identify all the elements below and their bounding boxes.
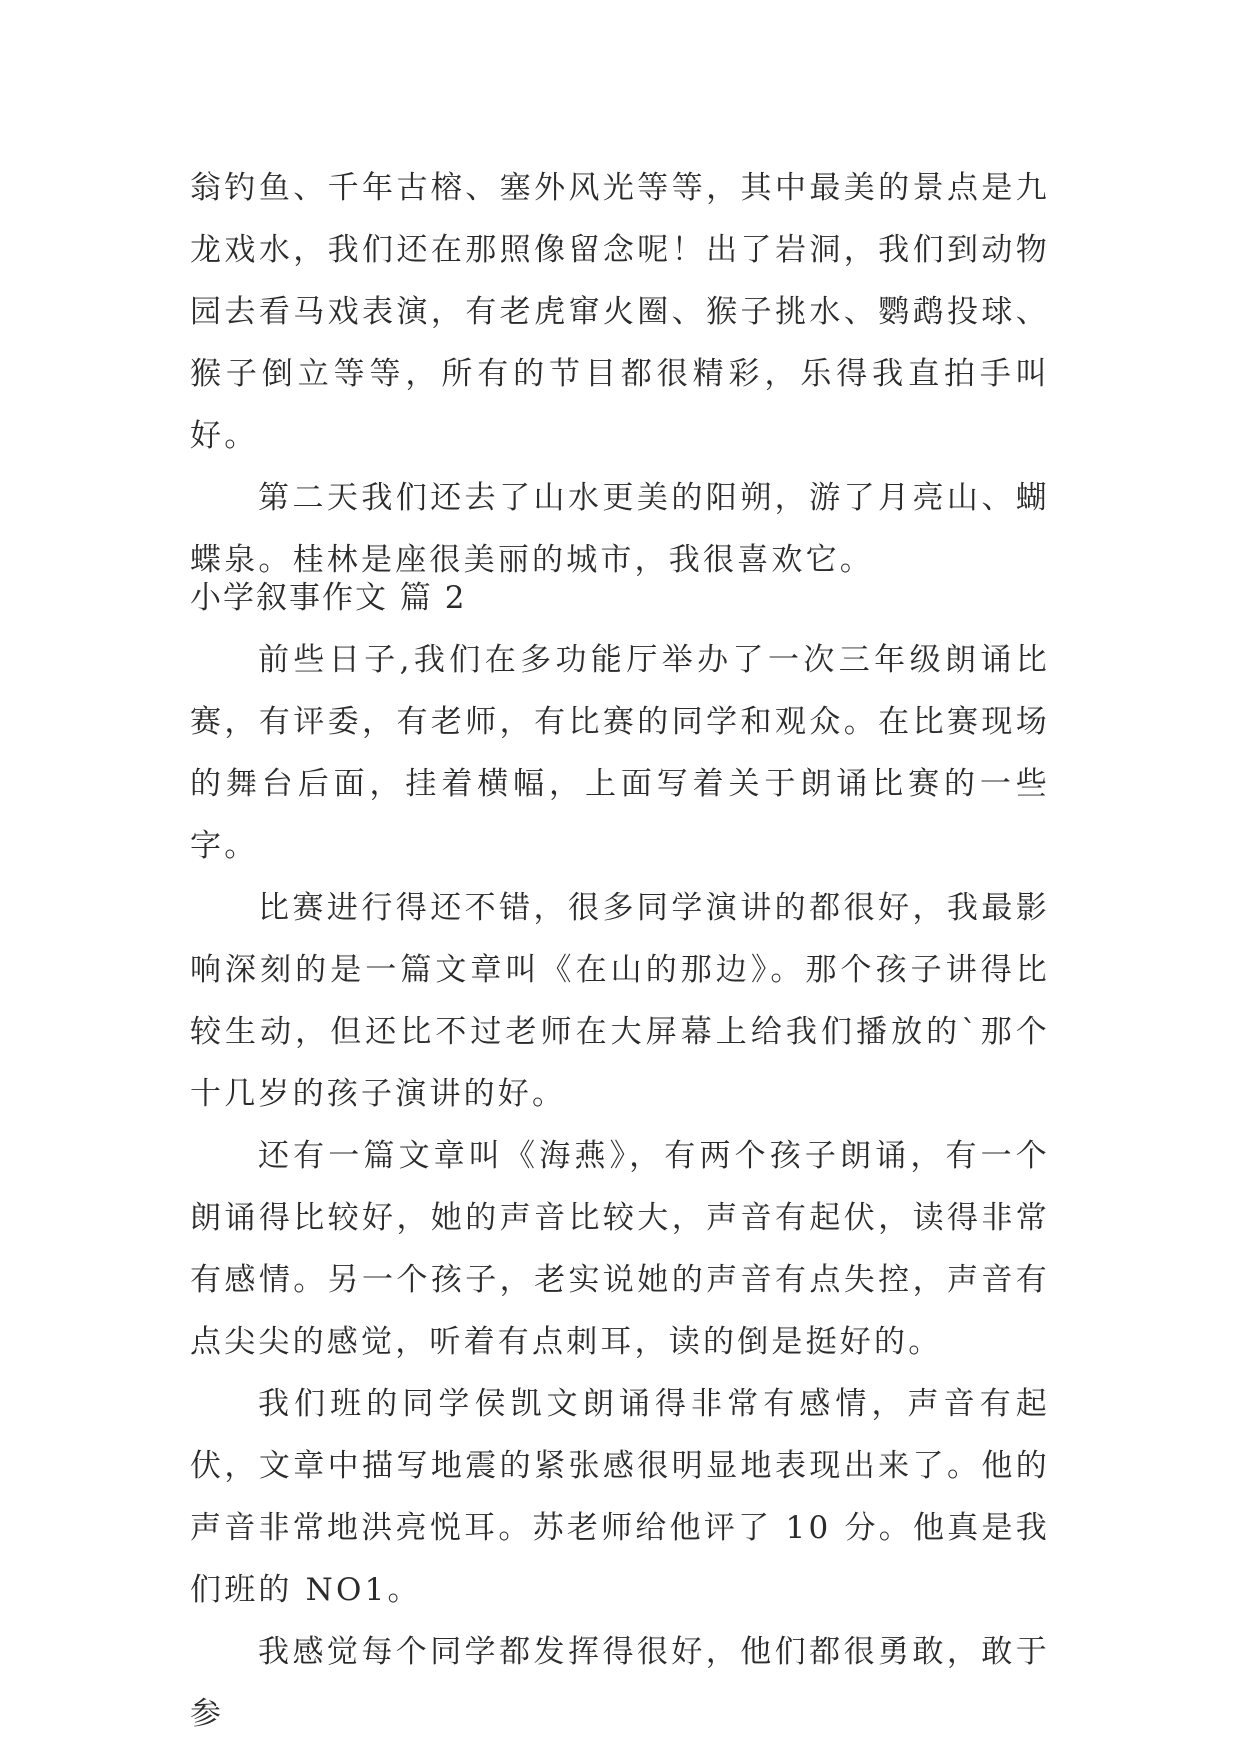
paragraph: 第二天我们还去了山水更美的阳朔，游了月亮山、蝴蝶泉。桂林是座很美丽的城市，我很喜欢它。 [190,480,1050,578]
paragraph: 还有一篇文章叫《海燕》，有两个孩子朗诵，有一个朗诵得比较好，她的声音比较大，声音有起伏，读得非常有感情。另一个孩子，老实说她的声音有点失控，声音有点尖尖的感觉，听着有点刺耳，读的倒是挺好的。 [190,1138,1050,1360]
paragraph: 比赛进行得还不错，很多同学演讲的都很好，我最影响深刻的是一篇文章叫《在山的那边》。那个孩子讲得比较生动，但还比不过老师在大屏幕上给我们播放的`那个十几岁的孩子演讲的好。 [190,890,1050,1112]
paragraph: 我们班的同学侯凯文朗诵得非常有感情，声音有起伏，文章中描写地震的紧张感很明显地表现出来了。他的声音非常地洪亮悦耳。苏老师给他评了 10 分。他真是我们班的 NO1。 [190,1386,1050,1608]
section-1 [190,157,1050,591]
paragraph: 翁钓鱼、千年古榕、塞外风光等等，其中最美的景点是九龙戏水，我们还在那照像留念呢！出了岩洞，我们到动物园去看马戏表演，有老虎窜火圈、猴子挑水、鹦鹉投球、猴子倒立等等，所有的节目都很精彩，乐得我直拍手叫好。 [190,170,1050,454]
section-2 [190,567,1050,1745]
paragraph: 前些日子,我们在多功能厅举办了一次三年级朗诵比赛，有评委，有老师，有比赛的同学和观众。在比赛现场的舞台后面，挂着横幅，上面写着关于朗诵比赛的一些字。 [190,642,1050,864]
paragraph: 我感觉每个同学都发挥得很好，他们都很勇敢，敢于参 [190,1634,1050,1732]
section-heading: 小学叙事作文 篇 2 [190,580,467,616]
